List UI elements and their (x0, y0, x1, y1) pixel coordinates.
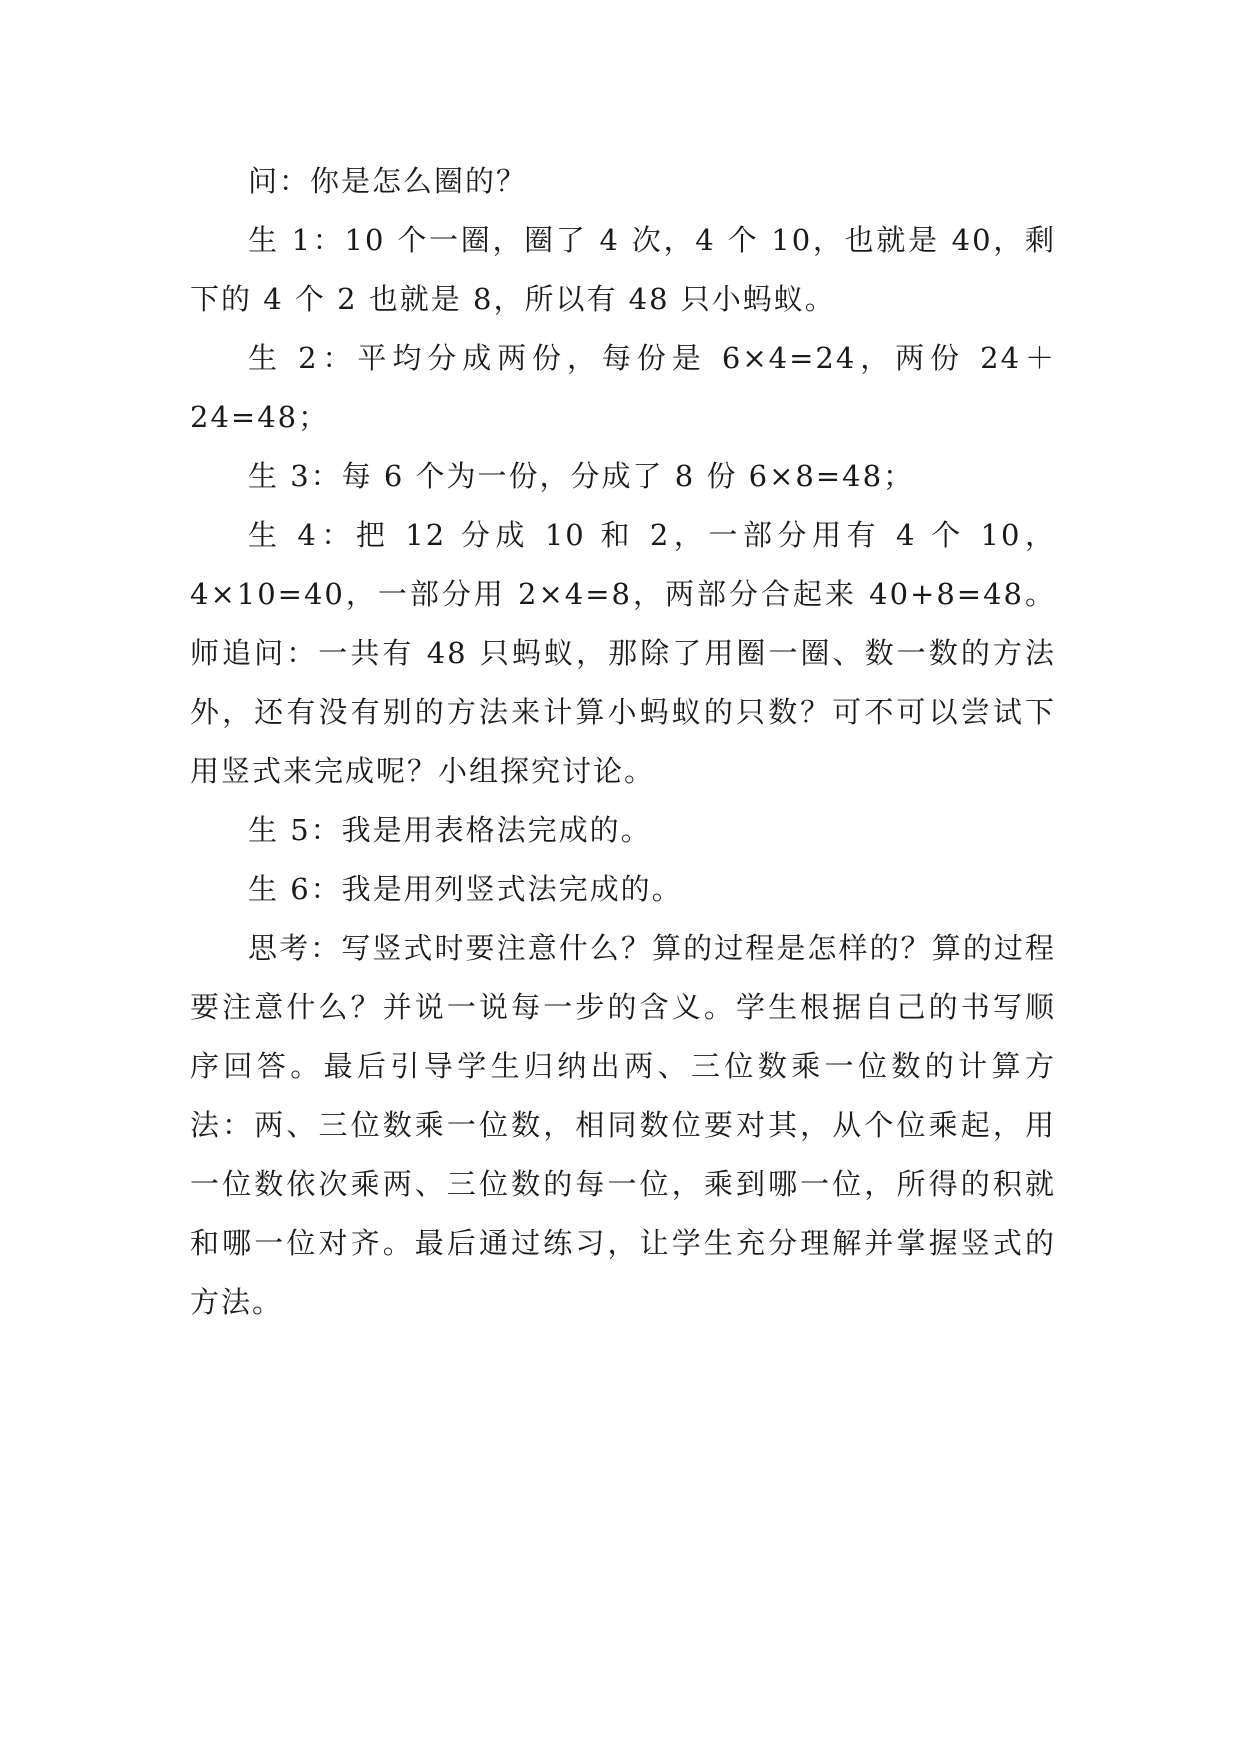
paragraph-question: 问：你是怎么圈的？ (248, 164, 528, 198)
document-body (190, 152, 1056, 1332)
paragraph-student-2: 生 2：平均分成两份，每份是 6×4=24，两份 24＋24=48； (190, 341, 1056, 434)
paragraph-reflection: 思考：写竖式时要注意什么？算的过程是怎样的？算的过程要注意什么？并说一说每一步的含义。学生根据自己的书写顺序回答。最后引导学生归纳出两、三位数乘一位数的计算方法：两、三位数乘一位数，相同数位要对其，从个位乘起，用一位数依次乘两、三位数的每一位，乘到哪一位，所得的积就和哪一位对齐。最后通过练习，让学生充分理解并掌握竖式的方法。 (190, 931, 1056, 1319)
paragraph-student-5: 生 5：我是用表格法完成的。 (248, 813, 652, 847)
paragraph-student-3: 生 3：每 6 个为一份，分成了 8 份 6×8=48； (248, 459, 915, 493)
paragraph-student-6: 生 6：我是用列竖式法完成的。 (248, 872, 683, 906)
paragraph-student-4: 生 4：把 12 分成 10 和 2，一部分用有 4 个 10，4×10=40，一部分用 2×4=8，两部分合起来 40+8=48。师追问：一共有 48 只蚂蚁，那除了用圈一圈、数一数的方法外，还有没有别的方法来计算小蚂蚁的只数？可不可以尝试下用竖式来完成呢？小组探究讨论。 (190, 518, 1056, 788)
paragraph-student-1: 生 1：10 个一圈，圈了 4 次，4 个 10，也就是 40，剩下的 4 个 2 也就是 8，所以有 48 只小蚂蚁。 (190, 223, 1056, 316)
